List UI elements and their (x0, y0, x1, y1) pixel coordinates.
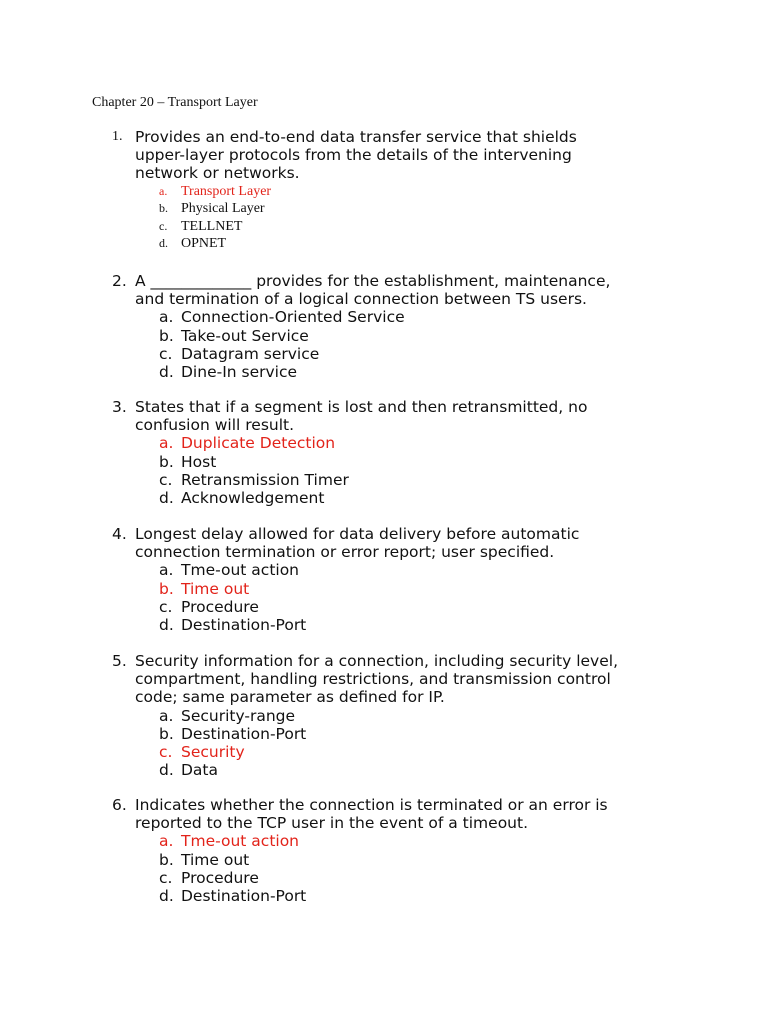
option-letter: a. (159, 434, 174, 453)
option-letter: c. (159, 868, 173, 887)
option-letter: a. (159, 832, 174, 851)
option-text: Tme-out action (181, 561, 300, 580)
option-text: Transport Layer (181, 183, 272, 199)
option-c[interactable] (159, 743, 692, 761)
option-text: Procedure (181, 597, 259, 616)
option-d[interactable] (159, 363, 692, 381)
option-a[interactable] (159, 308, 692, 326)
option-b[interactable] (159, 580, 692, 598)
question-3 (112, 398, 692, 507)
option-letter: d. (159, 489, 174, 508)
option-c[interactable] (159, 869, 692, 887)
option-a[interactable] (159, 707, 692, 725)
option-letter: d. (159, 761, 174, 780)
option-text: Duplicate Detection (181, 434, 336, 453)
option-letter: c. (159, 344, 173, 363)
option-b[interactable] (159, 200, 692, 218)
option-d[interactable] (159, 235, 692, 253)
option-text: Time out (181, 579, 250, 598)
option-a[interactable] (159, 832, 692, 850)
option-text: Dine-In service (181, 363, 298, 382)
option-text: Take-out Service (181, 326, 309, 345)
option-list (159, 561, 692, 634)
question-number: 4. (112, 525, 127, 543)
option-text: Connection-Oriented Service (181, 308, 405, 327)
option-text: Data (181, 761, 219, 780)
question-text: Security information for a connection, including security level, compartment, handling restrictions, and transmission control code; same parameter as defined for IP. (135, 652, 618, 707)
option-letter: c. (159, 743, 173, 762)
option-text: Retransmission Timer (181, 470, 349, 489)
option-c[interactable] (159, 598, 692, 616)
option-text: Destination-Port (181, 887, 307, 906)
option-letter: b. (159, 452, 174, 471)
chapter-title: Chapter 20 – Transport Layer (92, 95, 258, 110)
question-text: Longest delay allowed for data delivery before automatic connection termination or error report; user specified. (135, 525, 580, 562)
question-5 (112, 652, 692, 779)
question-number: 1. (112, 129, 123, 144)
option-list (159, 183, 692, 253)
option-letter: d. (159, 887, 174, 906)
option-letter: d. (159, 363, 174, 382)
option-letter: b. (159, 724, 174, 743)
option-d[interactable] (159, 616, 692, 634)
option-letter: a. (159, 706, 174, 725)
question-text: Provides an end-to-end data transfer service that shields upper-layer protocols from the details of the intervening network or networks. (135, 128, 577, 183)
option-text: Acknowledgement (181, 489, 325, 508)
question-text: Indicates whether the connection is terminated or an error is reported to the TCP user in the event of a timeout. (135, 796, 608, 833)
option-list (159, 434, 692, 507)
option-letter: a. (159, 308, 174, 327)
option-d[interactable] (159, 489, 692, 507)
question-number: 6. (112, 796, 127, 814)
option-letter: b. (159, 201, 168, 216)
option-b[interactable] (159, 327, 692, 345)
option-c[interactable] (159, 345, 692, 363)
question-number: 3. (112, 398, 127, 416)
option-b[interactable] (159, 851, 692, 869)
question-4 (112, 525, 692, 634)
option-letter: c. (159, 470, 173, 489)
question-2 (112, 272, 692, 381)
option-letter: c. (159, 597, 173, 616)
question-1 (112, 128, 692, 253)
option-letter: b. (159, 579, 174, 598)
option-b[interactable] (159, 725, 692, 743)
option-letter: b. (159, 850, 174, 869)
question-number: 5. (112, 652, 127, 670)
option-text: Procedure (181, 868, 259, 887)
option-a[interactable] (159, 561, 692, 579)
option-c[interactable] (159, 471, 692, 489)
option-text: Destination-Port (181, 724, 307, 743)
option-b[interactable] (159, 453, 692, 471)
option-text: TELLNET (181, 218, 243, 234)
question-text: A _____________ provides for the establishment, maintenance, and termination of a logical connection between TS users. (135, 272, 611, 309)
option-text: Security-range (181, 706, 296, 725)
option-text: OPNET (181, 236, 227, 252)
option-text: Host (181, 452, 217, 471)
option-text: Physical Layer (181, 201, 265, 217)
option-text: Security (181, 743, 245, 762)
option-d[interactable] (159, 761, 692, 779)
option-text: Time out (181, 850, 250, 869)
option-letter: a. (159, 561, 174, 580)
option-text: Datagram service (181, 344, 320, 363)
question-number: 2. (112, 272, 127, 290)
option-letter: c. (159, 218, 168, 233)
option-letter: a. (159, 183, 168, 198)
option-letter: d. (159, 236, 168, 251)
option-text: Destination-Port (181, 616, 307, 635)
option-a[interactable] (159, 434, 692, 452)
question-6 (112, 796, 692, 905)
option-list (159, 707, 692, 780)
question-text: States that if a segment is lost and then retransmitted, no confusion will result. (135, 398, 588, 435)
option-list (159, 308, 692, 381)
option-letter: b. (159, 326, 174, 345)
option-c[interactable] (159, 218, 692, 236)
option-text: Tme-out action (181, 832, 300, 851)
option-letter: d. (159, 616, 174, 635)
option-d[interactable] (159, 887, 692, 905)
option-list (159, 832, 692, 905)
option-a[interactable] (159, 183, 692, 201)
